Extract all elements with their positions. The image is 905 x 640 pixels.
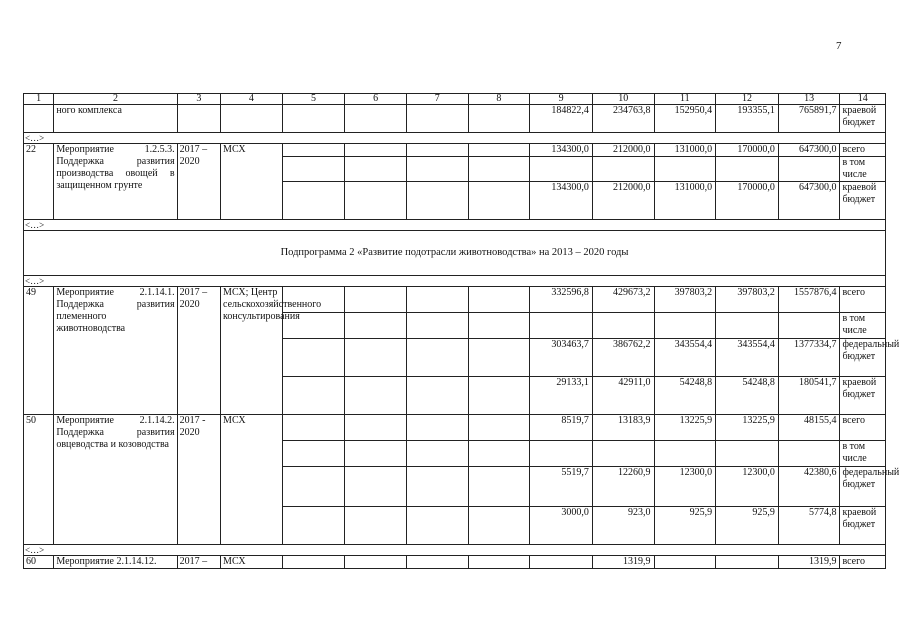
value-cell: 131000,0	[654, 182, 716, 220]
value-cell: 134300,0	[530, 144, 593, 157]
value-cell: 212000,0	[592, 144, 654, 157]
omission-marker: <…>	[24, 220, 886, 231]
row-number: 50	[24, 415, 54, 545]
header-cell: 8	[468, 94, 530, 105]
header-cell: 13	[778, 94, 840, 105]
funding-source: в том числе	[840, 157, 886, 182]
funding-source: краевой бюджет	[840, 377, 886, 415]
value-cell: 54248,8	[654, 377, 716, 415]
header-cell: 3	[177, 94, 220, 105]
subprogram-title: Подпрограмма 2 «Развитие подотрасли животноводства» на 2013 – 2020 годы	[24, 231, 886, 276]
row-number: 49	[24, 287, 54, 415]
executor: МСХ	[221, 144, 283, 220]
value-cell: 193355,1	[716, 105, 779, 133]
value-cell: 1557876,4	[778, 287, 840, 313]
header-row	[24, 94, 886, 105]
measure-name: ного комплекса	[54, 105, 177, 133]
value-cell: 332596,8	[530, 287, 593, 313]
value-cell: 343554,4	[654, 339, 716, 377]
value-cell	[654, 556, 716, 569]
measure-name: Мероприятие 2.1.14.12.	[54, 556, 177, 569]
funding-source: краевой бюджет	[840, 105, 886, 133]
value-cell: 12300,0	[654, 467, 716, 507]
value-cell: 303463,7	[530, 339, 593, 377]
subprogram-row	[24, 231, 886, 276]
budget-table	[23, 93, 900, 569]
funding-source: в том числе	[840, 441, 886, 467]
value-cell: 152950,4	[654, 105, 716, 133]
funding-source: всего	[840, 556, 886, 569]
value-cell: 1319,9	[592, 556, 654, 569]
omission-marker: <…>	[24, 133, 886, 144]
omission-row	[24, 133, 886, 144]
omission-row	[24, 545, 886, 556]
value-cell: 42380,6	[778, 467, 840, 507]
table-row	[24, 287, 886, 313]
executor: МСХ; Центр сельскохозяйственного консультирования	[221, 287, 283, 415]
header-cell: 9	[530, 94, 593, 105]
value-cell: 386762,2	[592, 339, 654, 377]
header-cell: 2	[54, 94, 177, 105]
value-cell: 134300,0	[530, 182, 593, 220]
header-cell: 1	[24, 94, 54, 105]
period: 2017 - 2020	[177, 415, 220, 545]
header-cell: 4	[221, 94, 283, 105]
value-cell: 131000,0	[654, 144, 716, 157]
value-cell: 54248,8	[716, 377, 779, 415]
value-cell: 343554,4	[716, 339, 779, 377]
value-cell: 397803,2	[716, 287, 779, 313]
funding-source: федеральный бюджет	[840, 339, 886, 377]
value-cell: 170000,0	[716, 182, 779, 220]
funding-source: краевой бюджет	[840, 182, 886, 220]
funding-source: всего	[840, 415, 886, 441]
funding-source: федеральный бюджет	[840, 467, 886, 507]
value-cell: 5774,8	[778, 507, 840, 545]
header-cell: 7	[406, 94, 468, 105]
value-cell	[530, 556, 593, 569]
table-row	[24, 105, 886, 133]
value-cell: 765891,7	[778, 105, 840, 133]
value-cell: 13225,9	[716, 415, 779, 441]
value-cell: 12260,9	[592, 467, 654, 507]
header-cell: 11	[654, 94, 716, 105]
period: 2017 – 2020	[177, 144, 220, 220]
measure-name: Мероприятие 2.1.14.1. Поддержка развития племенного животноводства	[54, 287, 177, 415]
omission-marker: <…>	[24, 276, 886, 287]
table-row	[24, 415, 886, 441]
value-cell: 1377334,7	[778, 339, 840, 377]
value-cell: 184822,4	[530, 105, 593, 133]
row-number: 22	[24, 144, 54, 220]
period: 2017 – 2020	[177, 287, 220, 415]
funding-source: всего	[840, 287, 886, 313]
executor: МСХ	[221, 415, 283, 545]
value-cell: 48155,4	[778, 415, 840, 441]
row-number: 60	[24, 556, 54, 569]
value-cell: 234763,8	[592, 105, 654, 133]
header-cell: 5	[282, 94, 345, 105]
value-cell: 647300,0	[778, 182, 840, 220]
value-cell: 397803,2	[654, 287, 716, 313]
value-cell: 170000,0	[716, 144, 779, 157]
value-cell: 3000,0	[530, 507, 593, 545]
funding-source: краевой бюджет	[840, 507, 886, 545]
table-row	[24, 144, 886, 157]
value-cell: 29133,1	[530, 377, 593, 415]
value-cell: 1319,9	[778, 556, 840, 569]
value-cell: 13225,9	[654, 415, 716, 441]
header-cell: 6	[345, 94, 407, 105]
funding-source: в том числе	[840, 313, 886, 339]
value-cell: 5519,7	[530, 467, 593, 507]
executor: МСХ	[221, 556, 283, 569]
header-cell: 12	[716, 94, 779, 105]
value-cell: 923,0	[592, 507, 654, 545]
omission-marker: <…>	[24, 545, 886, 556]
value-cell: 180541,7	[778, 377, 840, 415]
page-number: 7	[836, 40, 842, 52]
measure-name: Мероприятие 2.1.14.2. Поддержка развития овцеводства и козоводства	[54, 415, 177, 545]
value-cell: 8519,7	[530, 415, 593, 441]
value-cell	[716, 556, 779, 569]
value-cell: 42911,0	[592, 377, 654, 415]
value-cell: 13183,9	[592, 415, 654, 441]
value-cell: 429673,2	[592, 287, 654, 313]
omission-row	[24, 220, 886, 231]
value-cell: 925,9	[654, 507, 716, 545]
table-row	[24, 556, 886, 569]
value-cell: 12300,0	[716, 467, 779, 507]
header-cell: 14	[840, 94, 886, 105]
value-cell: 925,9	[716, 507, 779, 545]
value-cell: 647300,0	[778, 144, 840, 157]
header-cell: 10	[592, 94, 654, 105]
omission-row	[24, 276, 886, 287]
funding-source: всего	[840, 144, 886, 157]
period: 2017 –	[177, 556, 220, 569]
value-cell: 212000,0	[592, 182, 654, 220]
measure-name: Мероприятие 1.2.5.3. Поддержка развития производства овощей в защищенном грунте	[54, 144, 177, 220]
